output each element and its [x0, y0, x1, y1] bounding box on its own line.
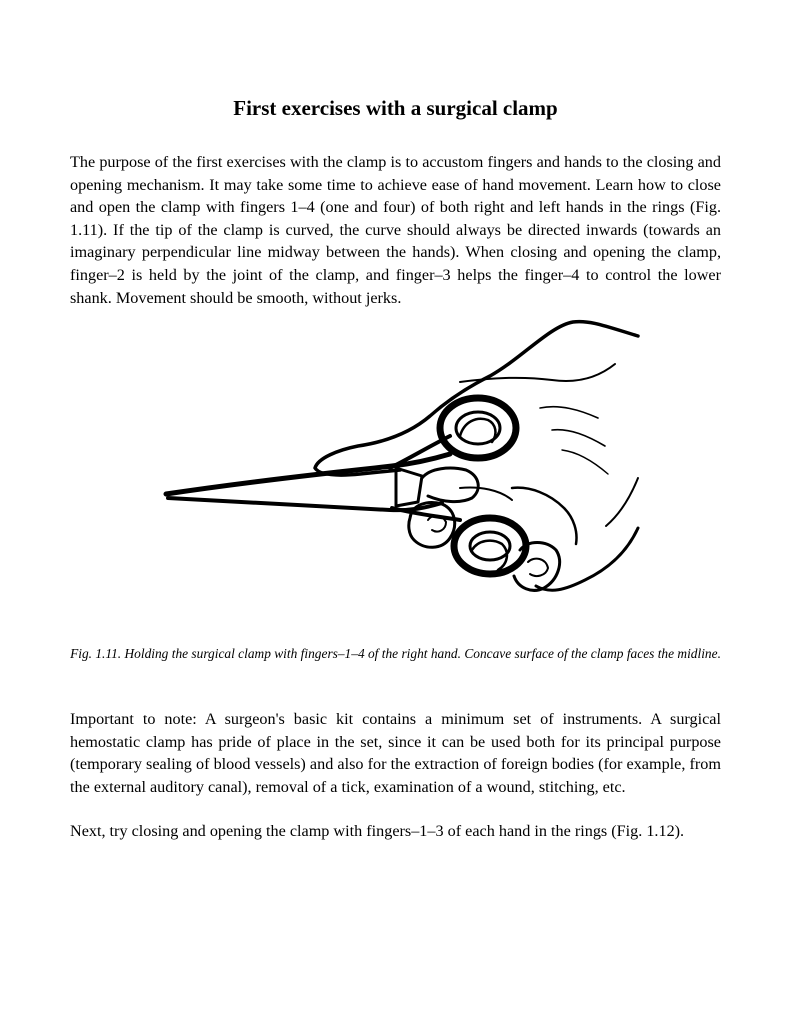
page-title: First exercises with a surgical clamp: [233, 96, 558, 120]
hand-holding-clamp-illustration: [160, 318, 642, 618]
intro-paragraph: The purpose of the first exercises with the clamp is to accustom fingers and hands to the closing and opening mechanism. It may take some time to achieve ease of hand movement. Learn how to close and open the clamp with fingers 1–4 (one and four) of both right and left hands in the rings (Fig. 1.11). If the tip of the clamp is curved, the curve should always be directed inwards (towards an imaginary perpendicular line midway between the hands). When closing and opening the clamp, finger–2 is held by the joint of the clamp, and finger–3 helps the finger–4 to control the lower shank. Movement should be smooth, without jerks.: [70, 153, 721, 307]
knuckle-line: [460, 488, 512, 501]
finger-middle: [409, 503, 455, 548]
next-paragraph: Next, try closing and opening the clamp with fingers–1–3 of each hand in the rings (Fig. 1.12).: [70, 822, 685, 840]
thumb-tip: [460, 419, 495, 442]
hand-wrinkle: [540, 407, 598, 418]
finger-index: [422, 468, 478, 502]
clamp-ring-lower: [454, 518, 526, 574]
clamp-box-joint: [396, 468, 422, 506]
hand-wrinkle: [552, 430, 605, 446]
figure-caption: Fig. 1.11. Holding the surgical clamp with fingers–1–4 of the right hand. Concave surface of the clamp faces the midline.: [70, 646, 721, 661]
hand-wrinkle: [562, 450, 608, 474]
note-paragraph: Important to note: A surgeon's basic kit contains a minimum set of instruments. A surgical hemostatic clamp has pride of place in the set, since it can be used both for its principal purpose (temporary sealing of blood vessels) and also for the extraction of foreign bodies (for example, from the external auditory canal), removal of a tick, examination of a wound, stitching, etc.: [70, 710, 721, 796]
finger-little: [514, 543, 560, 591]
palm-edge: [606, 478, 638, 526]
clamp-ring-upper: [440, 398, 516, 458]
hand-back-shading: [460, 364, 615, 382]
fingernail: [528, 559, 548, 576]
